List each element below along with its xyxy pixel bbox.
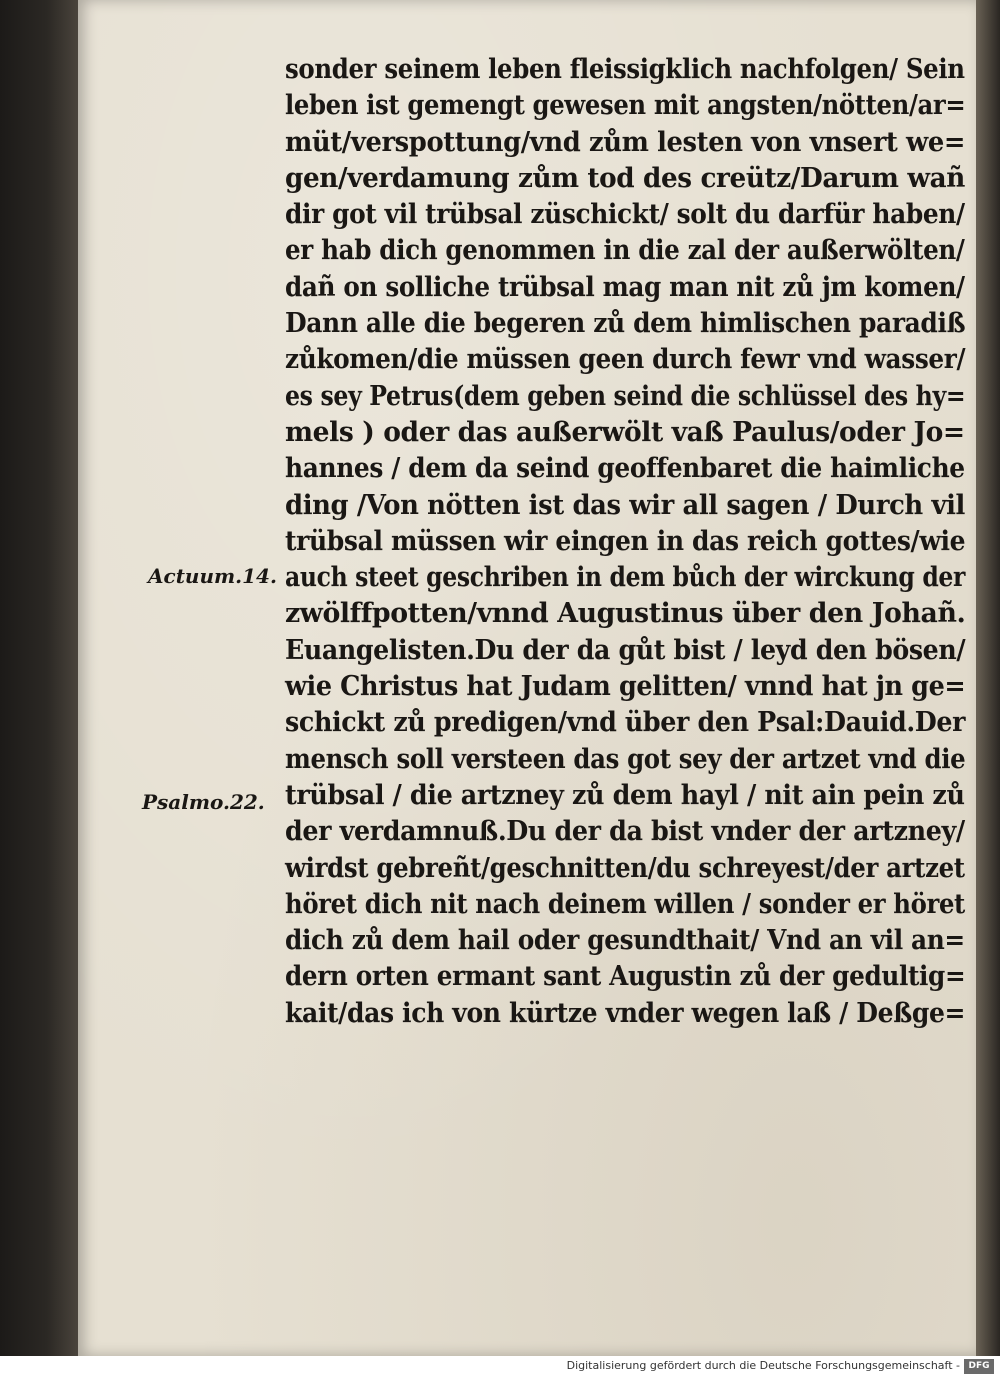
book-page (78, 0, 976, 1356)
footer-bar (0, 1356, 1000, 1378)
text-line: trübsal / die artzney zů dem hayl / nit ain pein zů (285, 779, 965, 811)
text-line: hannes / dem da seind geoffenbaret die haimliche (285, 453, 965, 485)
text-line: schickt zů predigen/vnd über den Psal:Dauid.Der (285, 707, 966, 739)
text-line: dich zů dem hail oder gesundthait/ Vnd an vil an= (285, 925, 965, 957)
text-line: auch steet geschriben in dem bůch der wirckung der (285, 562, 966, 594)
text-line: gen/verdamung zům tod des creütz/Darum wañ (285, 162, 965, 194)
text-line: mensch soll versteen das got sey der artzet vnd die (285, 743, 966, 775)
text-line: er hab dich genommen in die zal der außerwölten/ (285, 235, 965, 267)
dfg-logo-icon: DFG (964, 1359, 994, 1374)
text-line: leben ist gemengt gewesen mit angsten/nötten/ar= (285, 90, 966, 122)
text-line: sonder seinem leben fleissigklich nachfolgen/ Sein (285, 54, 965, 85)
text-line: es sey Petrus(dem geben seind die schlüssel des hy= (285, 380, 966, 412)
text-line: zůkomen/die müssen geen durch fewr vnd wasser/ (285, 344, 966, 376)
text-line: der verdamnuß.Du der da bist vnder der artzney/ (285, 816, 965, 848)
text-line: dañ on solliche trübsal mag man nit zů jm komen/ (285, 271, 965, 303)
page-right-edge (976, 0, 1000, 1356)
text-line: wie Christus hat Judam gelitten/ vnnd hat jn ge= (285, 671, 966, 703)
text-line: kait/das ich von kürtze vnder wegen laß / Deßge= (285, 997, 966, 1029)
book-binding-edge (0, 0, 78, 1356)
marginal-note-actuum: Actuum.14. (148, 564, 277, 588)
text-line: mels ) oder das außerwölt vaß Paulus/oder Jo= (285, 416, 965, 448)
text-line: trübsal müssen wir eingen in das reich gottes/wie (285, 525, 966, 557)
text-line: Euangelisten.Du der da gůt bist / leyd den bösen/ (285, 634, 966, 666)
text-line: Dann alle die begeren zů dem himlischen paradiß (285, 308, 966, 340)
text-line: ding /Von nötten ist das wir all sagen / Durch vil (285, 489, 965, 521)
text-line: dir got vil trübsal züschickt/ solt du darfür haben/ (285, 199, 965, 231)
marginal-note-psalmo: Psalmo.22. (142, 790, 265, 814)
funding-credit: Digitalisierung gefördert durch die Deutsche Forschungsgemeinschaft - (566, 1359, 960, 1372)
text-line: dern orten ermant sant Augustin zů der gedultig= (285, 961, 966, 993)
text-line: zwölffpotten/vnnd Augustinus über den Johañ. (285, 598, 966, 630)
body-text (285, 52, 965, 1032)
text-line: müt/verspottung/vnd zům lesten von vnsert we= (285, 126, 966, 158)
text-line: höret dich nit nach deinem willen / sonder er höret (285, 888, 965, 920)
text-line: wirdst gebreñt/geschnitten/du schreyest/der artzet (285, 852, 965, 884)
